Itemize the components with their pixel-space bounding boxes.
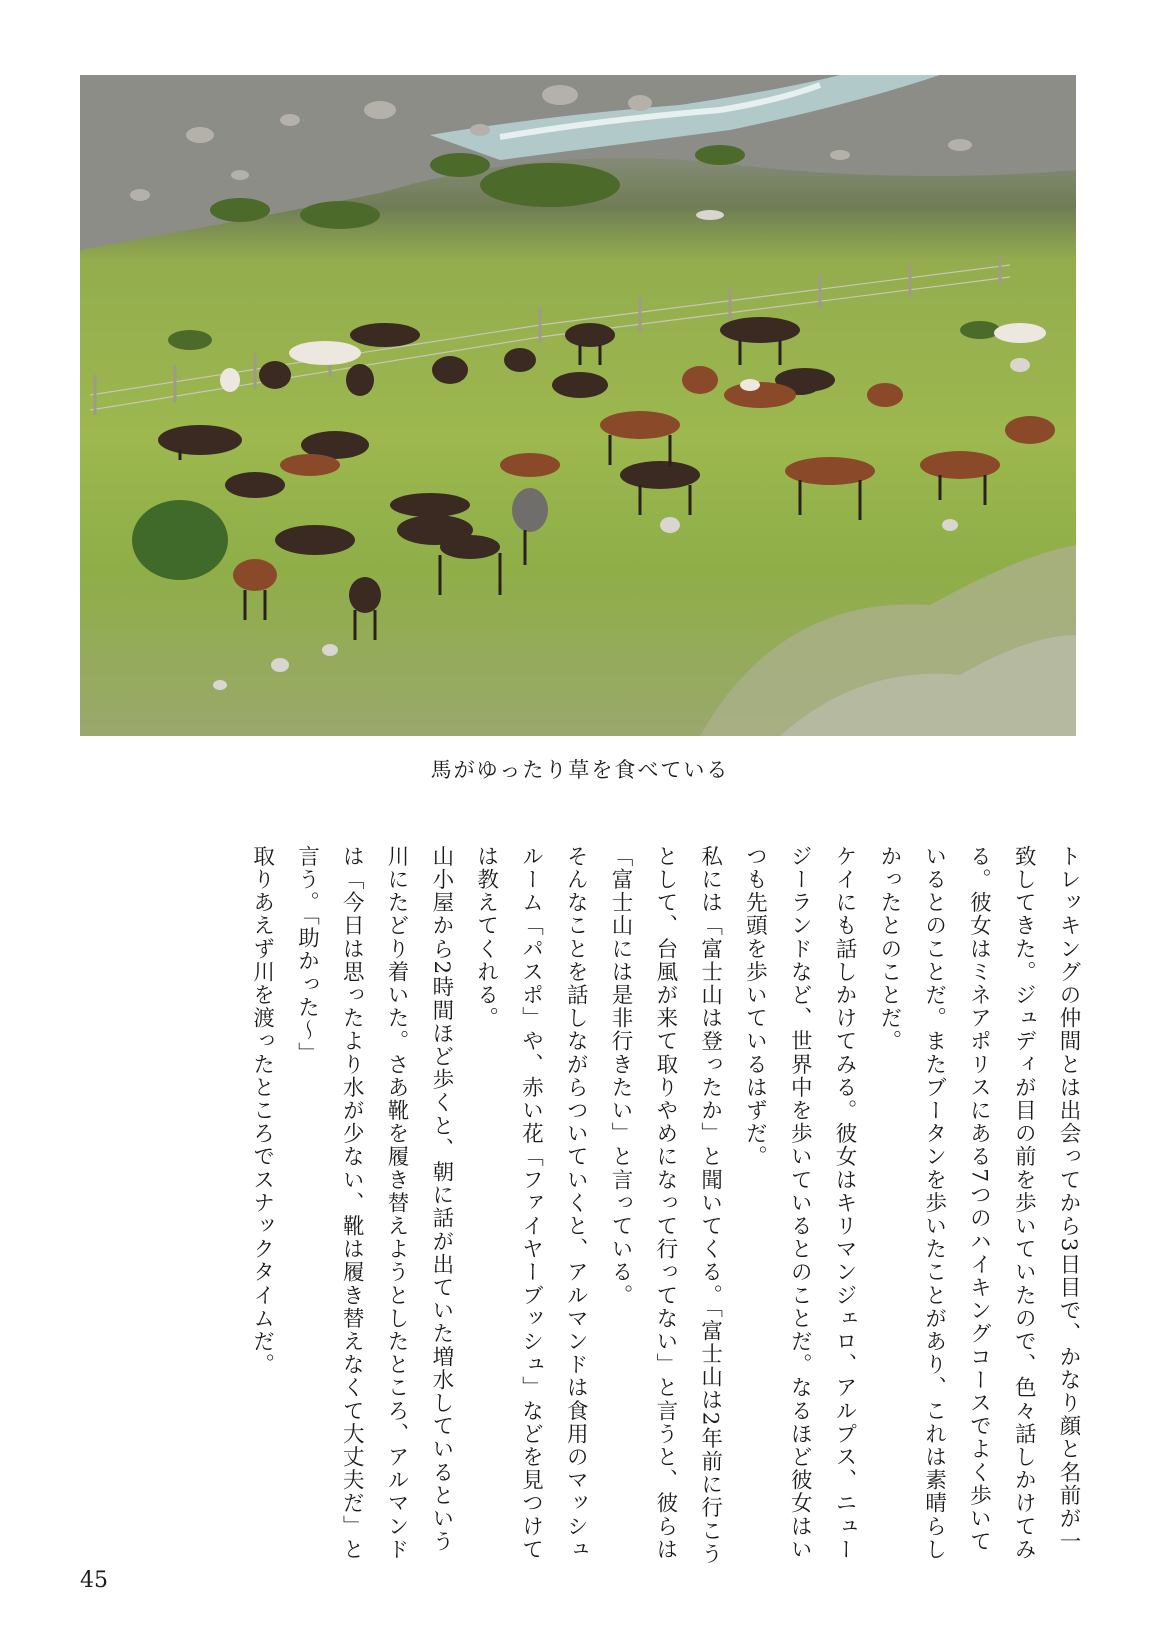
paragraph: 私には「富士山は登ったか」と聞いてくる。「富士山は2年前に行こうとして、台風が来て取りやめになって行ってない」と言うと、彼らは「富士山には是非行きたい」と言っている。 — [608, 845, 723, 1566]
photo-caption: 馬がゆったり草を食べている — [430, 758, 730, 782]
photo-horses-grazing — [80, 75, 1076, 736]
page-number: 45 — [80, 1568, 108, 1593]
photo-illustration — [80, 75, 1076, 736]
paragraph: 取りあえず川を渡ったところでスナックタイムだ。 — [249, 845, 275, 1377]
paragraph: そんなことを話しながらついていくと、アルマンドは食用のマッシュルーム「パスポ」や、赤い花「ファイヤーブッシュ」などを見つけては教えてくれる。 — [473, 845, 589, 1562]
paragraph: 山小屋から2時間ほど歩くと、朝に話が出ていた増水しているという川にたどり着いた。さあ靴を履き替えようとしたところ、アルマンドは「今日は思ったより水が少ない、靴は履き替えなくて大丈夫だ」と言う。「助かった〜」 — [294, 845, 454, 1562]
vertical-body-text — [160, 845, 1090, 1575]
paragraph: トレッキングの仲間とは出会ってから3日目で、かなり顔と名前が一致してきた。ジュディが目の前を歩いていたので、色々話しかけてみる。彼女はミネアポリスにある7つのハイキングコースでよく歩いているとのことだ。またブータンを歩いたことがあり、これは素晴らしかったとのことだ。 — [876, 845, 1081, 1562]
paragraph: ケイにも話しかけてみる。彼女はキリマンジェロ、アルプス、ニュージーランドなど、世界中を歩いているとのことだ。なるほど彼女はいつも先頭を歩いているはずだ。 — [742, 845, 858, 1562]
